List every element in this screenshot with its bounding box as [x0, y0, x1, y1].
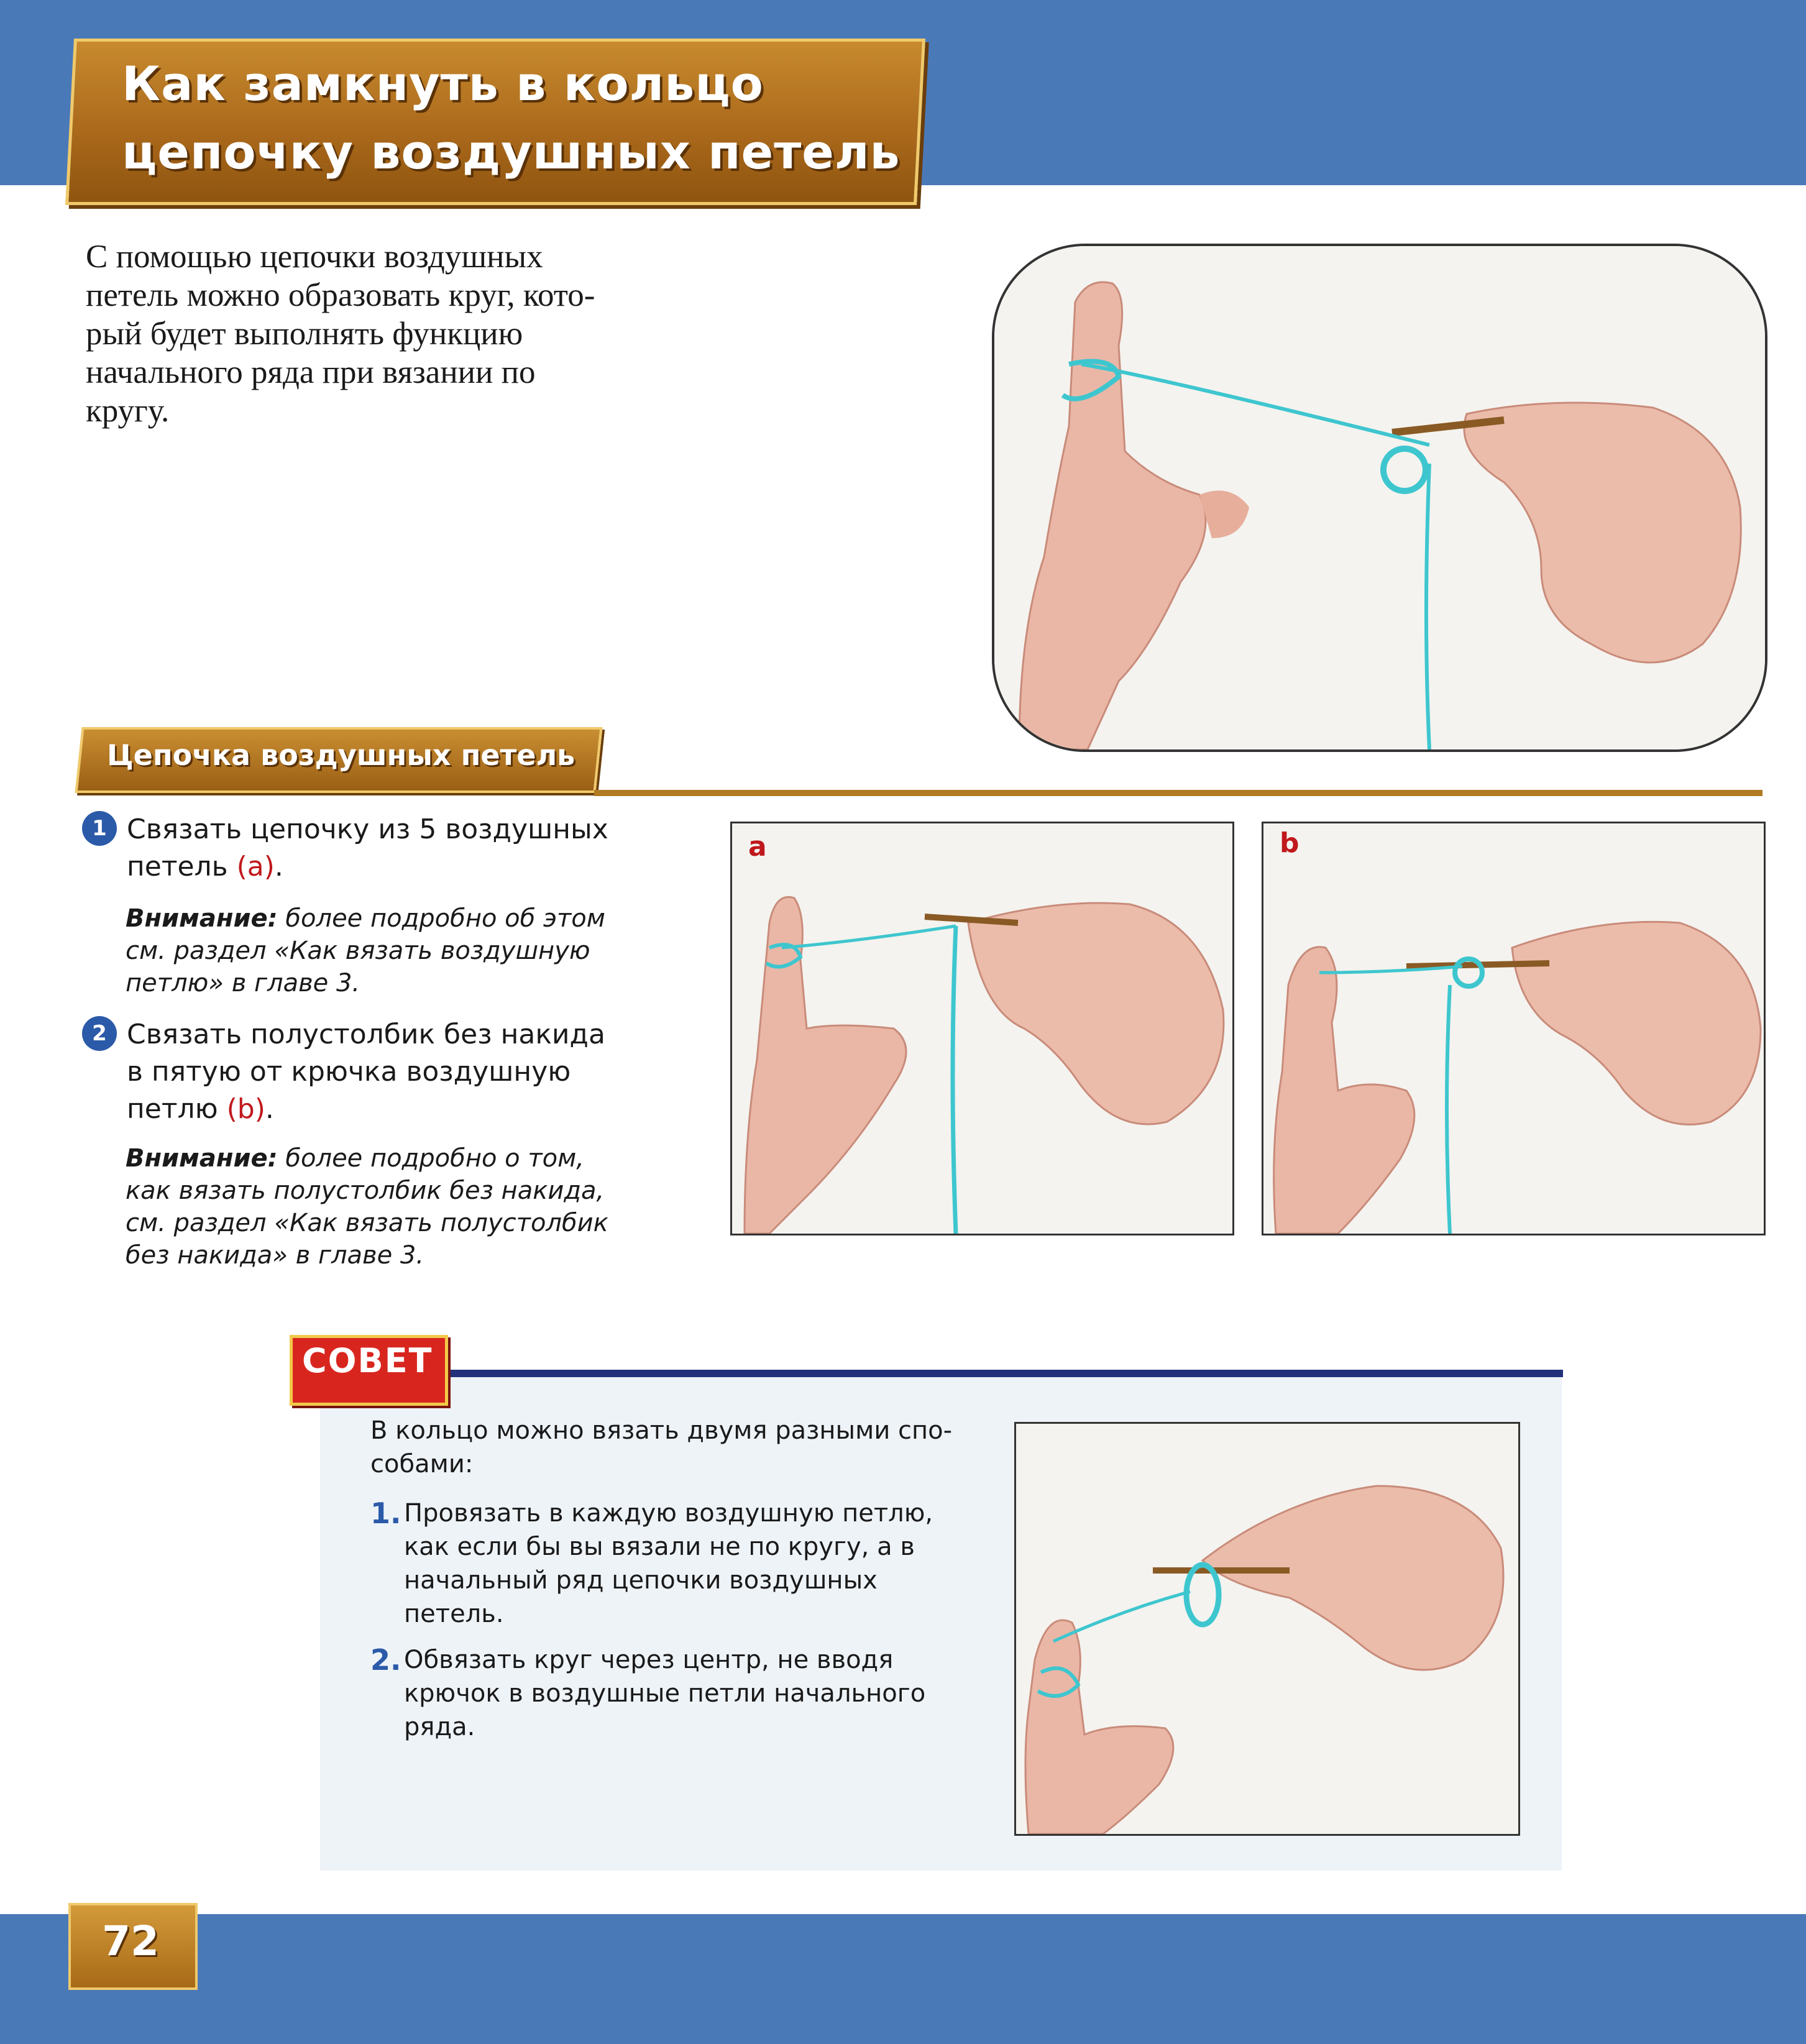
photo-b-label: b: [1280, 827, 1299, 859]
bottom-band: [0, 1914, 1806, 2044]
tip-item-line: ряда.: [404, 1713, 475, 1741]
step-1-note: [126, 902, 660, 999]
tip-item-number: 1.: [370, 1496, 401, 1530]
tip-item-line: Провязать в каждую воздушную петлю,: [404, 1499, 933, 1528]
intro-paragraph: [86, 237, 745, 430]
tip-item-line: Обвязать круг через центр, не вводя: [404, 1646, 894, 1674]
photo-b-illustration: [1263, 823, 1764, 1234]
note-line: см. раздел «Как вязать воздушную: [126, 937, 590, 965]
step-line: петлю: [127, 1093, 218, 1125]
step-2-note: [126, 1142, 660, 1272]
page-number: 72: [102, 1917, 159, 1965]
note-line: без накида» в главе 3.: [126, 1241, 424, 1270]
page-title: [122, 50, 905, 186]
note-line: более подробно о том,: [285, 1144, 585, 1173]
intro-line: С помощью цепочки воздушных: [86, 239, 543, 275]
tip-item-number: 2.: [370, 1643, 401, 1677]
photo-b: [1262, 822, 1766, 1235]
tip-item-line: начальный ряд цепочки воздушных: [404, 1566, 878, 1595]
intro-line: начального ряда при вязании по: [86, 354, 536, 390]
step-number-badge: 1: [82, 811, 117, 846]
note-line: петлю» в главе 3.: [126, 969, 360, 997]
note-line: более подробно об этом: [285, 904, 605, 933]
tip-divider: [442, 1370, 1563, 1377]
photo-a-label: a: [748, 831, 767, 863]
step-line: петель: [127, 851, 228, 882]
tip-intro-line: В кольцо можно вязать двумя разными спо-: [370, 1416, 953, 1445]
tip-item-line: петель.: [404, 1600, 504, 1628]
intro-line: петель можно образовать круг, кото-: [86, 277, 595, 313]
tip-intro-line: собами:: [370, 1450, 474, 1478]
photo-reference: (a): [236, 851, 275, 882]
step-line: Связать цепочку из 5 воздушных: [127, 813, 608, 845]
step-number-badge: 2: [82, 1016, 117, 1051]
note-label: Внимание:: [126, 1144, 278, 1173]
photo-reference: (b): [226, 1093, 265, 1125]
step-text: [127, 811, 661, 886]
step-line-end: .: [274, 851, 283, 882]
tip-badge-text: СОВЕТ: [302, 1341, 433, 1380]
photo-a: [730, 822, 1234, 1235]
tip-item-line: как если бы вы вязали не по кругу, а в: [404, 1533, 915, 1561]
section-divider: [594, 790, 1762, 796]
tip-intro: [370, 1414, 955, 1481]
intro-line: рый будет выполнять функцию: [86, 316, 523, 352]
tip-item-text: [404, 1496, 963, 1631]
section-title: Цепочка воздушных петель: [107, 738, 575, 772]
main-photo-illustration: [994, 246, 1765, 749]
step-text: [127, 1016, 661, 1128]
page-title-line-2: цепочку воздушных петель: [122, 124, 901, 180]
note-line: как вязать полустолбик без накида,: [126, 1176, 605, 1205]
tip-item-line: крючок в воздушные петли начального: [404, 1679, 926, 1708]
intro-line: кругу.: [86, 393, 170, 429]
note-label: Внимание:: [126, 904, 278, 933]
step-line: Связать полустолбик без накида: [127, 1019, 605, 1050]
page-title-line-1: Как замкнуть в кольцо: [122, 56, 764, 111]
tip-photo: [1014, 1422, 1520, 1836]
tip-photo-illustration: [1016, 1424, 1518, 1834]
step-line: в пятую от крючка воздушную: [127, 1056, 571, 1088]
main-photo: [992, 244, 1767, 752]
photo-a-illustration: [732, 823, 1232, 1234]
step-line-end: .: [265, 1093, 274, 1125]
tip-item-text: [404, 1643, 963, 1744]
note-line: см. раздел «Как вязать полустолбик: [126, 1209, 608, 1237]
